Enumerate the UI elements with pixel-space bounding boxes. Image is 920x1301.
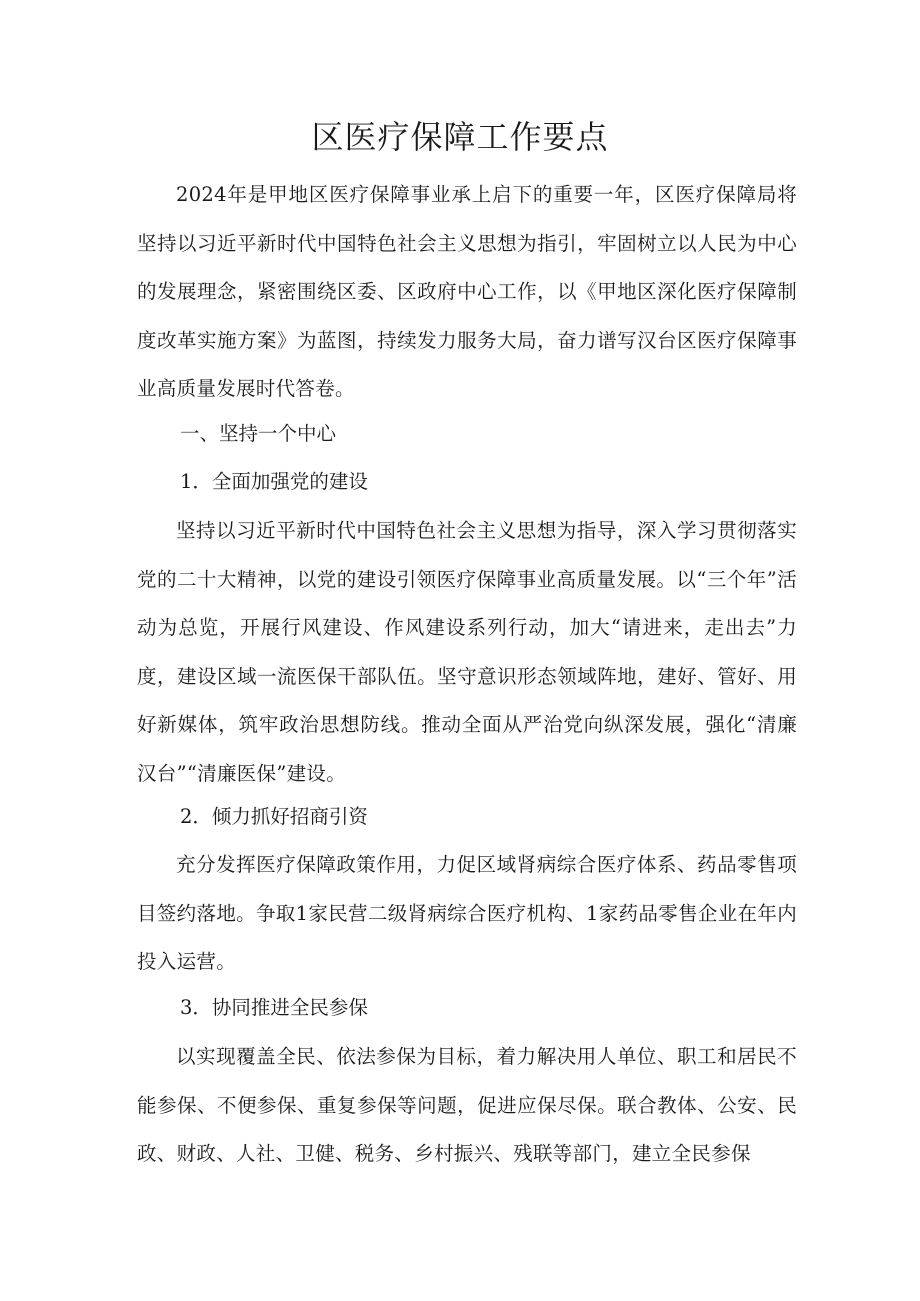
document-title: 区医疗保障工作要点: [311, 118, 609, 156]
item-body-3: 以实现覆盖全民、依法参保为目标，着力解决用人单位、职工和居民不能参保、不便参保、重复参保等问题，促进应保尽保。联合教体、公安、民政、财政、人社、卫健、税务、乡村振兴、残联等部门，建立全民参保: [137, 1045, 797, 1165]
item-heading-2: 2．倾力抓好招商引资: [180, 805, 368, 828]
section-heading-1: 一、坚持一个中心: [180, 422, 337, 445]
item-heading-1: 1．全面加强党的建设: [180, 470, 368, 493]
item-heading-3: 3．协同推进全民参保: [180, 996, 368, 1019]
intro-paragraph: 2024年是甲地区医疗保障事业承上启下的重要一年，区医疗保障局将坚持以习近平新时代中国特色社会主义思想为指引，牢固树立以人民为中心的发展理念，紧密围绕区委、区政府中心工作，以《甲地区深化医疗保障制度改革实施方案》为蓝图，持续发力服务大局，奋力谱写汉台区医疗保障事业高质量发展时代答卷。: [137, 183, 797, 400]
item-body-2: 充分发挥医疗保障政策作用，力促区域肾病综合医疗体系、药品零售项目签约落地。争取1家民营二级肾病综合医疗机构、1家药品零售企业在年内投入运营。: [137, 853, 797, 973]
item-body-1: 坚持以习近平新时代中国特色社会主义思想为指导，深入学习贯彻落实党的二十大精神，以党的建设引领医疗保障事业高质量发展。以“三个年”活动为总览，开展行风建设、作风建设系列行动，加大“请进来，走出去”力度，建设区域一流医保干部队伍。坚守意识形态领域阵地，建好、管好、用好新媒体，筑牢政治思想防线。推动全面从严治党向纵深发展，强化“清廉汉台”“清廉医保”建设。: [137, 519, 797, 785]
